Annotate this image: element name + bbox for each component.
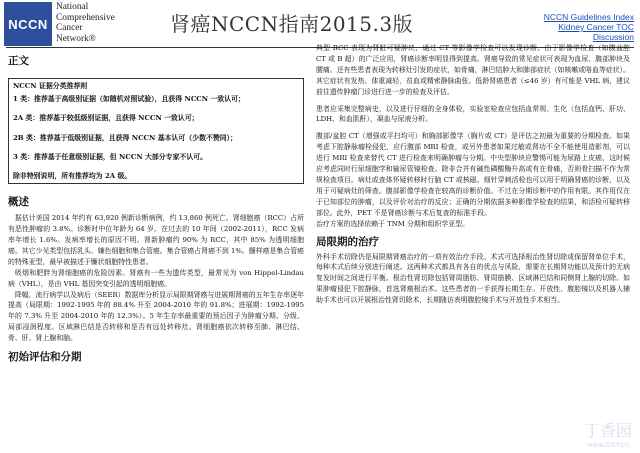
watermark-text: 丁香园 (583, 421, 632, 440)
category-line: 1 类：推荐基于高级别证据（如随机对照试验），且获得 NCCN 一致认可； (13, 95, 245, 104)
toc-links (544, 12, 634, 42)
paragraph: 降幅，流行病学以及病后（SEER）数据库分析显示局限期肾癌与进展期肾癌的五年生存率逐年提高（局限期：1992-1995 年的 88.4% 升至 2004-2010 年的 91.8%；进展期：1992-1995 年的 7.3% 升至 2004-2010 年的 12.3%）。5 年生存率最重要的预后因子为肿瘤分期、分级、局部浸润程度、区域淋巴结是否转移和是否有远处转移灶。肾细胞癌依次转移至肺、淋巴结、骨、肝、肾上腺和脑。 (8, 290, 304, 343)
watermark-url: www.DXY.cn (586, 441, 630, 449)
document-title: 肾癌NCCN指南2015.3版 (170, 12, 414, 36)
left-column (8, 53, 304, 364)
paragraph: 腹部/盆腔 CT（增强或平扫均可）和胸部影像学（胸片或 CT）是评估之初最为重要的分期检查。如果考虑下腔静脉瘤栓侵犯，应行腹部 MRI 检查，或另外患者如果过敏或肾功不全不能使用造影剂，可以进行 MRI 检查来替代 CT 进行检查来明确肿瘤与分期。中央型肿块应警惕可能为尿路上皮癌，这时候应考虑同时行尿细胞学和输尿管镜检查。除非合并有碱性磷酸酶升高或有在骨痛，否则骨扫描不作为常规检查项目。病灶或查体怀疑转移时行脑 CT 或核磁。细针穿刺活检也可以用于明确肾癌的诊断，以及用于可疑病灶的筛查。腹部影像学检查在较高的诊断价值。不过在分期诊断中的作用有限。其作用仅在于已知部位的肿瘤，以及评价对治疗的反应；正确的分期依据多种影像学检查的结果，和活检可疑转移部位。此外，PET 不是肾癌诊断与术后复查的标准手段。 (316, 132, 630, 217)
logo-box: NCCN (4, 2, 52, 46)
paragraph: 典型 RCC 表现为肾脏可疑肿块，通过 CT 等影像学检查可以发现诊断。由于影像学检查（如腹盆腔 CT 或 B 超）的广泛应用，肾癌诊断率明显得到提高。肾癌导致的常见症状可表现为血尿、腹部肿块及腰痛。还有些患者表现为转移灶引发的症状，如骨痛，淋巴结肿大和肺部症状（如咳嗽或咯血等症状）。其它症状有发热、体重减轻，贫血或精索静脉曲张。低龄肾癌患者（≤46 岁）有可能是 VHL 病，建议前往遗传肿瘤门诊进行进一步的检查及评估。 (316, 44, 630, 96)
logo-line: National (56, 2, 89, 12)
evidence-category-box (8, 78, 304, 184)
kidney-cancer-toc-link[interactable]: Kidney Cancer TOC (558, 22, 634, 32)
category-line: 2B 类：推荐基于低级别证据，且获得 NCCN 基本认可（少数不赞同）； (13, 133, 237, 142)
category-line: 2A 类：推荐基于较低级别证据，且获得 NCCN 一致认可； (13, 114, 199, 123)
nccn-logo (4, 2, 122, 46)
paragraph: 据估计美国 2014 年约有 63,920 例新诊断病例，约 13,860 例死亡。肾细胞癌（RCC）占所有恶性肿瘤的 3.8%。诊断时中位年龄为 64 岁。在过去的 10 年间（2002-2011），RCC 发病率年增长 1.6%。发病率增长的原因不明。肾新肿瘤约 90% 为 RCC，其中 85% 为透明细胞癌。其它少见类型包括乳头、嫌色细胞和集合管癌。集合管癌占肾癌不到 1%。髓样癌是集合管癌的特殊亚型，最早被描述于镰状细胞特性患者。 (8, 214, 304, 266)
logo-line: Network® (56, 33, 96, 44)
logo-line: Comprehensive (56, 12, 115, 23)
right-column (316, 43, 630, 306)
category-line: 3 类：推荐基于任意级别证据，但 NCCN 大部分专家不认可。 (13, 152, 208, 161)
logo-line: Cancer (56, 23, 83, 33)
category-line: 除非特别说明，所有推荐均为 2A 级。 (13, 172, 132, 181)
paragraph: 外科手术切除仍是局限期肾癌治疗的一项有效治疗手段。术式可选择根治性肾切除或保留肾单位手术，每种术式后续分别进行阐述。这两种术式都具有各自的优点与风险，需要在长期肾功能以及预计的无病复发时间之间进行平衡。根治性肾切除包括肾周脂肪、肾周筋膜、区域淋巴结和同侧肾上腺的切除。如果肿瘤侵犯下腔静脉，首选肾癌根治术。这些患者的一手获得长期生存。开放性、腹腔镜以及机器人辅助手术也可以开展根治性肾切除术，长期随访表明腹腔镜手术与开放性手术相当。 (316, 252, 630, 305)
paragraph: 治疗方案的选择依赖于 TNM 分期和组织学亚型。 (316, 219, 469, 228)
discussion-link[interactable]: Discussion (592, 32, 634, 42)
box-title: NCCN 证据分类推荐则 (13, 82, 88, 90)
section-heading: 初始评估和分期 (8, 351, 82, 364)
paragraph: 患者应采集完整病史，以及进行仔细的全身体检，实验室检查应包括血常规、生化（包括血钙、肝功、LDH、和血肌酐），凝血与尿液分析。 (316, 104, 630, 124)
paragraph: 吸烟和肥胖为肾细胞癌的危险因素。肾癌有一些为遗传类型，最常见为 von Hippel-Lindau 病（VHL），是由 VHL 基因突变引起的透明细胞癌。 (8, 268, 304, 288)
section-heading: 局限期的治疗 (316, 235, 379, 248)
logo-text (56, 2, 115, 46)
section-heading: 正文 (8, 55, 29, 67)
section-heading: 概述 (8, 196, 29, 209)
watermark (584, 418, 632, 449)
guidelines-index-link[interactable]: NCCN Guidelines Index (543, 12, 634, 22)
